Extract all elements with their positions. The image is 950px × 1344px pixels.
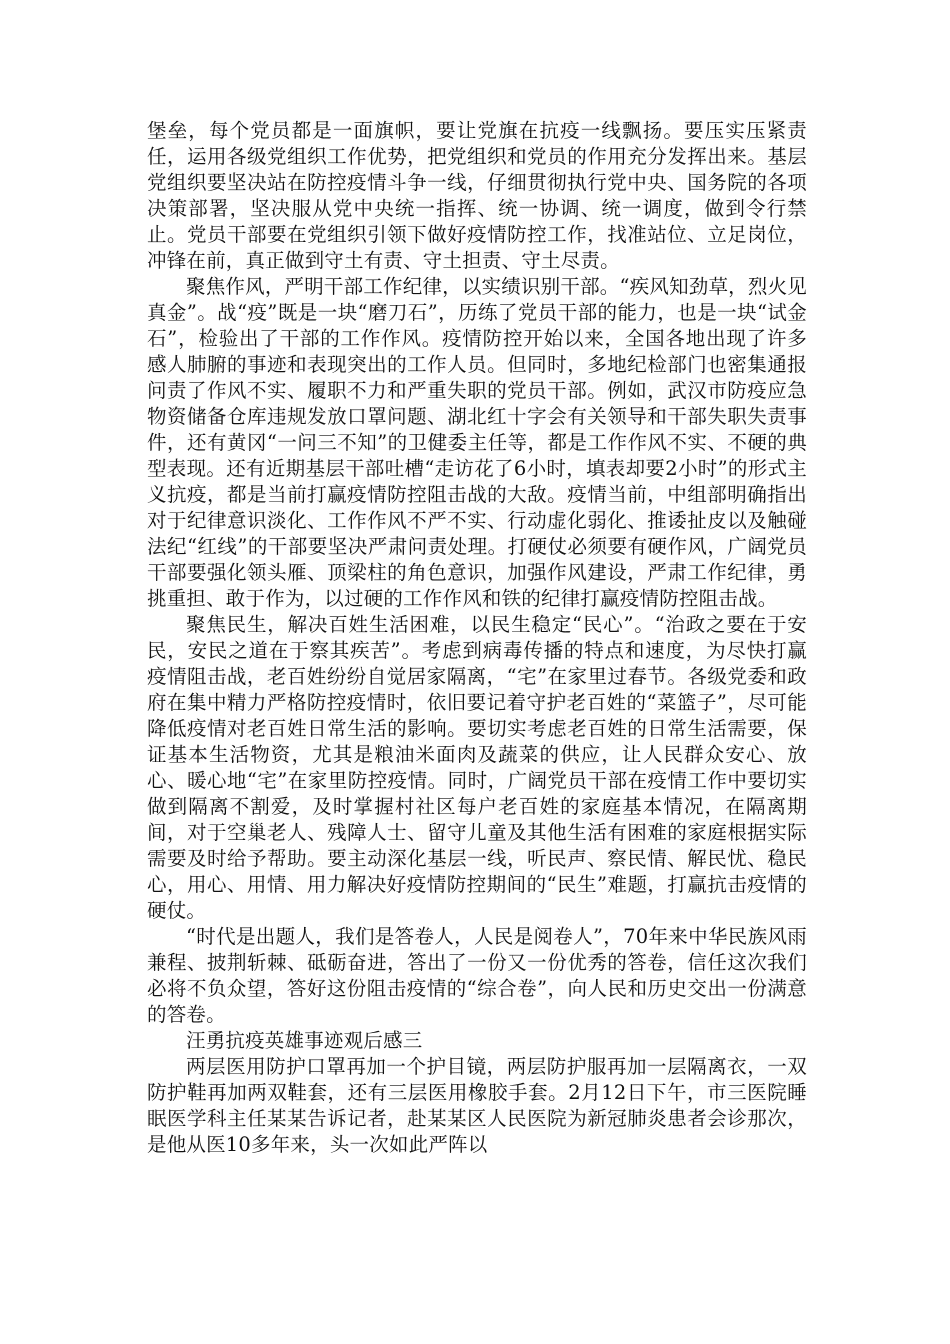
document-body — [147, 118, 807, 1158]
section-heading: 汪勇抗疫英雄事迹观后感三 — [186, 1029, 423, 1052]
paragraph-party-flag: 堡垒，每个党员都是一面旗帜，要让党旗在抗疫一线飘扬。要压实压紧责任，运用各级党组织工作优势，把党组织和党员的作用充分发挥出来。基层党组织要坚决站在防控疫情斗争一线，仔细贯彻执行党中央、国务院的各项决策部署，坚决服从党中央统一指挥、统一协调、统一调度，做到令行禁止。党员干部要在党组织引领下做好疫情防控工作，找准站位、立足岗位，冲锋在前，真正做到守土有责、守土担责、守土尽责。 — [147, 119, 807, 272]
paragraph-work-style: 聚焦作风，严明干部工作纪律，以实绩识别干部。“疾风知劲草，烈火见真金”。战“疫”既是一块“磨刀石”，历练了党员干部的能力，也是一块“试金石”，检验出了干部的工作作风。疫情防控开始以来，全国各地出现了许多感人肺腑的事迹和表现突出的工作人员。但同时，多地纪检部门也密集通报问责了作风不实、履职不力和严重失职的党员干部。例如，武汉市防疫应急物资储备仓库违规发放口罩问题、湖北红十字会有关领导和干部失职失责事件，还有黄冈“一问三不知”的卫健委主任等，都是工作作风不实、不硬的典型表现。还有近期基层干部吐槽“走访花了6小时，填表却要2小时”的形式主义抗疫，都是当前打赢疫情防控阻击战的大敌。疫情当前，中组部明确指出对于纪律意识淡化、工作作风不严不实、行动虚化弱化、推诿扯皮以及触碰法纪“红线”的干部要坚决严肃问责处理。打硬仗必须要有硬作风，广阔党员干部要强化领头雁、顶梁柱的角色意识，加强作风建设，严肃工作纪律，勇挑重担、敢于作为，以过硬的工作作风和铁的纪律打赢疫情防控阻击战。 — [147, 275, 807, 610]
paragraph-livelihood: 聚焦民生，解决百姓生活困难，以民生稳定“民心”。“治政之要在于安民，安民之道在于察其疾苦”。考虑到病毒传播的特点和速度，为尽快打赢疫情阻击战，老百姓纷纷自觉居家隔离，“宅”在家里过春节。各级党委和政府在集中精力严格防控疫情时，依旧要记着守护老百姓的“菜篮子”，尽可能降低疫情对老百姓日常生活的影响。要切实考虑老百姓的日常生活需要，保证基本生活物资，尤其是粮油米面肉及蔬菜的供应，让人民群众安心、放心、暖心地“宅”在家里防控疫情。同时，广阔党员干部在疫情工作中要切实做到隔离不割爱，及时掌握村社区每户老百姓的家庭基本情况，在隔离期间，对于空巢老人、残障人士、留守儿童及其他生活有困难的家庭根据实际需要及时给予帮助。要主动深化基层一线，听民声、察民情、解民忧、稳民心，用心、用情、用力解决好疫情防控期间的“民生”难题，打赢抗击疫情的硬仗。 — [147, 613, 807, 922]
paragraph-protective-gear: 两层医用防护口罩再加一个护目镜，两层防护服再加一层隔离衣，一双防护鞋再加两双鞋套，还有三层医用橡胶手套。2月12日下午，市三医院睡眠医学科主任某某告诉记者，赴某某区人民医院为新冠肺炎患者会诊那次，是他从医10多年来，头一次如此严阵以 — [147, 1055, 807, 1156]
paragraph-answer-sheet: “时代是出题人，我们是答卷人，人民是阅卷人”，70年来中华民族风雨兼程、披荆斩棘、砥砺奋进，答出了一份又一份优秀的答卷，信任这次我们必将不负众望，答好这份阻击疫情的“综合卷”，向人民和历史交出一份满意的答卷。 — [147, 925, 807, 1026]
